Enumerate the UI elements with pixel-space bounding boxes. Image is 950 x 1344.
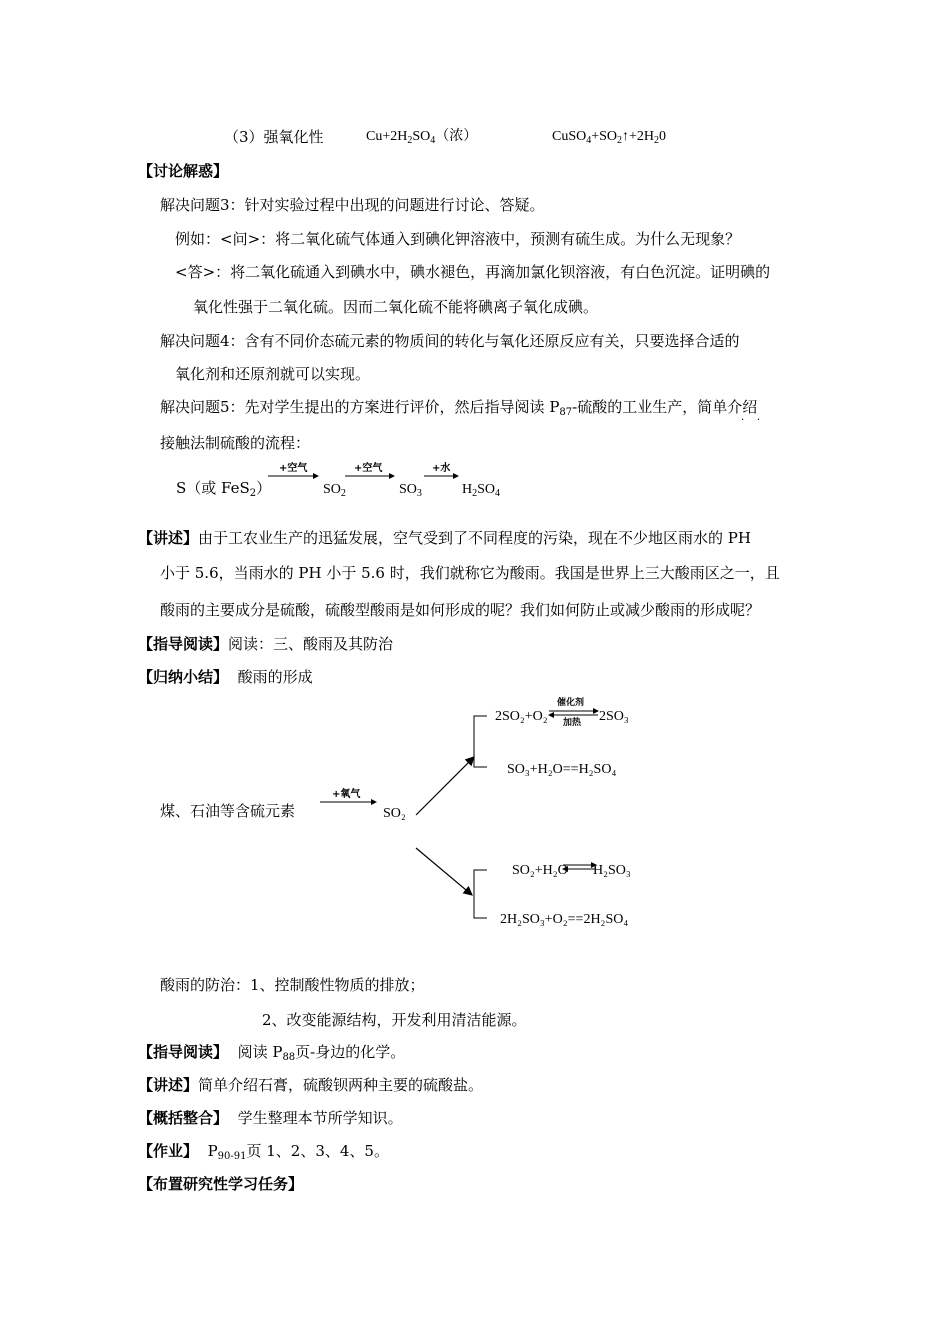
diagram-bottom-eq2: 2H₂SO₃+O₂==2H₂SO₄ (500, 912, 629, 927)
question-5-line1: 解决问题5：先对学生提出的方案进行评价，然后指导阅读 $P_{87}-$硫酸的工业生产，简单介绍 (160, 398, 758, 418)
oxidizing-label: （3）强氧化性 (224, 128, 324, 146)
diagram-bottom-eq1-left: SO₂+H₂O (512, 863, 568, 878)
flow-start: S（或 FeS$_2$） (176, 479, 272, 499)
diagram-so2: SO₂ (383, 806, 406, 821)
prevention-1: 酸雨的防治：1、控制酸性物质的排放； (160, 976, 425, 994)
question-4-line1: 解决问题4：含有不同价态硫元素的物质间的转化与氧化还原反应有关，只要选择合适的 (160, 332, 740, 350)
homework-line: 【作业】 $P_{90-91}$页 1、2、3、4、5。 (138, 1142, 389, 1162)
section-discuss: 【讨论解惑】 (138, 162, 229, 180)
flow-h2so4: $H_2SO_4$ (462, 482, 501, 499)
reaction-reactants: $Cu+2H_2SO_4$（浓） (366, 129, 478, 146)
diagram-source: 煤、石油等含硫元素 (160, 802, 296, 820)
example-answer-line2: 氧化性强于二氧化硫。因而二氧化硫不能将碘离子氧化成碘。 (193, 298, 599, 316)
catalyst-label: 催化剂 (557, 698, 585, 708)
question-4-line2: 氧化剂和还原剂就可以实现。 (175, 365, 371, 383)
lecture-1-line2: 小于 5.6，当雨水的 PH 小于 5.6 时，我们就称它为酸雨。我国是世界上三大酸雨区之一，且 (160, 564, 780, 582)
diagram-top-eq2: SO₃+H₂O==H₂SO₄ (507, 762, 617, 777)
lower-bracket (474, 870, 487, 918)
lecture-1-line3: 酸雨的主要成分是硫酸，硫酸型酸雨是如何形成的呢？我们如何防止或减少酸雨的形成呢？ (160, 601, 761, 619)
flow-so3: $SO_3$ (399, 482, 422, 499)
flow-arrow3-label: +水 (432, 463, 451, 474)
guide-reading-2: 【指导阅读】 阅读 $P_{88}$页-身边的化学。 (138, 1043, 406, 1063)
diagram-bottom-eq1-right: H₂SO₃ (593, 863, 631, 878)
question-5-line2: 接触法制硫酸的流程： (160, 434, 311, 452)
integrate-line: 【概括整合】 学生整理本节所学知识。 (138, 1109, 403, 1127)
diagram-arrow-label: +氧气 (332, 789, 361, 800)
upper-bracket (474, 716, 487, 767)
lecture-1-line1: 【讲述】由于工农业生产的迅猛发展，空气受到了不同程度的污染，现在不少地区雨水的 PH (138, 529, 751, 547)
guide-reading-1: 【指导阅读】阅读：三、酸雨及其防治 (138, 635, 394, 653)
diagram-arrow-up (416, 757, 474, 815)
summary-line: 【归纳小结】 酸雨的形成 (138, 668, 313, 686)
research-task: 【布置研究性学习任务】 (138, 1175, 304, 1193)
emphasis-dots: · · (741, 415, 761, 426)
flow-arrow1-label: +空气 (279, 463, 308, 474)
example-answer-line1: <答>：将二氧化硫通入到碘水中，碘水褪色，再滴加氯化钡溶液，有白色沉淀。证明碘的 (175, 263, 771, 281)
flow-arrow2-label: +空气 (354, 463, 383, 474)
reaction-products: $CuSO_4+SO_2↑+2H_20$ (552, 129, 667, 146)
diagram-top-eq1-left: 2SO₂+O₂ (495, 709, 548, 724)
question-3: 解决问题3：针对实验过程中出现的问题进行讨论、答疑。 (160, 196, 545, 214)
flow-so2: $SO_2$ (323, 482, 346, 499)
diagram-arrow-down (416, 848, 472, 895)
example-question: 例如：<问>：将二氧化硫气体通入到碘化钾溶液中，预测有硫生成。为什么无现象？ (175, 230, 741, 248)
prevention-2: 2、改变能源结构，开发利用清洁能源。 (262, 1011, 527, 1029)
heat-label: 加热 (563, 718, 582, 728)
diagram-top-eq1-right: 2SO₃ (599, 709, 629, 724)
lecture-2: 【讲述】简单介绍石膏，硫酸钡两种主要的硫酸盐。 (138, 1076, 484, 1094)
